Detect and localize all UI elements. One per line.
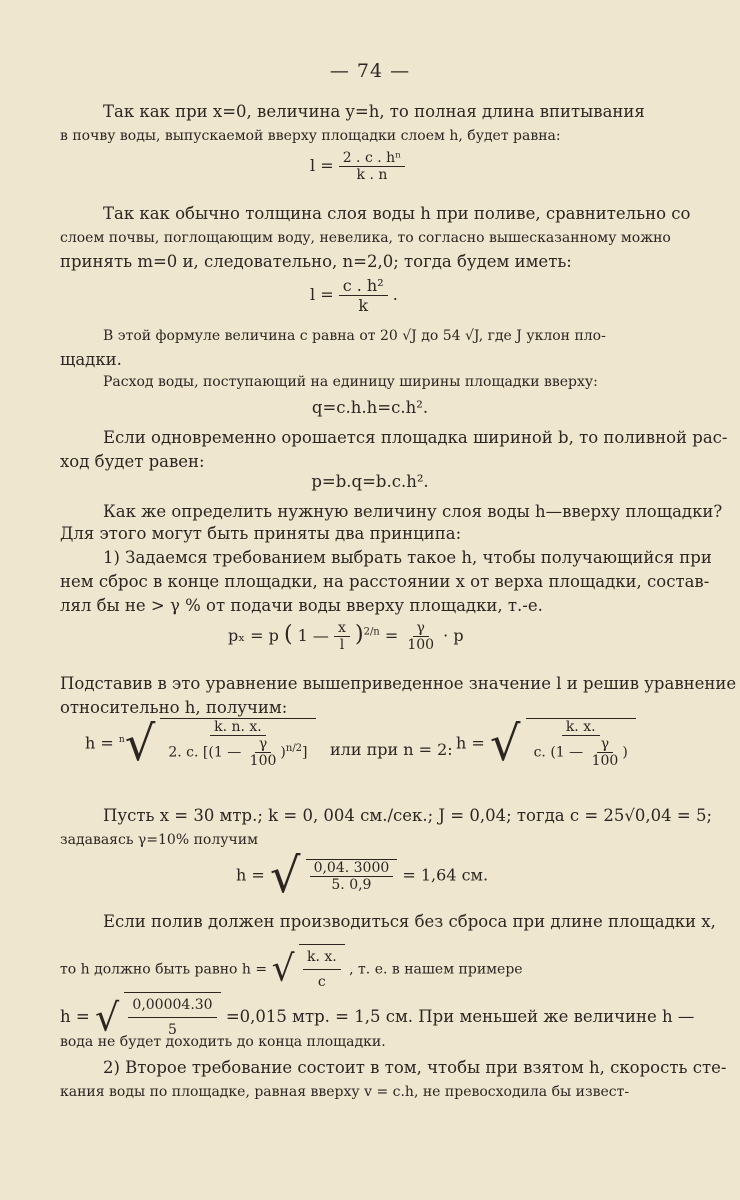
fraction	[164, 719, 311, 769]
fraction	[246, 736, 281, 769]
text-segment: то h должно быть равно h =	[60, 961, 268, 978]
denominator: l	[339, 637, 345, 653]
text-line: Для этого могут быть приняты два принципа:	[60, 524, 462, 543]
formula-part: 1 —	[555, 744, 584, 761]
fraction	[403, 620, 438, 653]
page-number: — 74 —	[329, 60, 411, 82]
fraction	[303, 945, 341, 994]
numerator: k. n. x.	[210, 719, 266, 736]
radical-sign: √	[94, 995, 120, 1040]
formula-lhs: h =	[236, 865, 265, 885]
numerator: k. x.	[562, 719, 600, 736]
formula-h-value	[236, 848, 489, 904]
formula-lhs: h =	[60, 1007, 90, 1026]
radicand	[526, 718, 636, 769]
denominator: k . n	[356, 167, 388, 183]
text-line	[60, 944, 680, 994]
text-segment: =0,015 мтр. = 1,5 см. При меньшей же величине h —	[225, 1007, 695, 1026]
formula-lhs: h =	[85, 733, 114, 753]
text-line: в почву воды, выпускаемой вверху площадки слоем h, будет равна:	[60, 128, 561, 144]
numerator: γ	[413, 620, 429, 637]
text-line: Как же определить нужную величину слоя воды h—вверху площадки?	[103, 502, 723, 521]
formula-end: .	[392, 285, 398, 304]
formula-condition: или при n = 2:	[330, 740, 453, 759]
text-line: лял бы не > γ % от подачи воды вверху площадки, т.-е.	[60, 596, 543, 615]
text-line: вода не будет доходить до конца площадки.	[60, 1034, 386, 1050]
formula-lhs: l =	[310, 285, 334, 304]
text-line: В этой формуле величина c равна от 20 √J до 54 √J, где J уклон пло-	[103, 328, 606, 344]
text-line: Так как при x=0, величина y=h, то полная длина впитывания	[103, 102, 645, 121]
text-line: Так как обычно толщина слоя воды h при поливе, сравнительно со	[103, 204, 691, 223]
formula-lhs: pₓ = p	[228, 626, 279, 645]
text-line: кания воды по площадке, равная вверху v = c.h, не превосходила бы извест-	[60, 1084, 630, 1100]
formula-h-general	[85, 716, 316, 772]
denominator: 100	[249, 753, 277, 769]
text-line: Расход воды, поступающий на единицу ширины площадки вверху:	[103, 374, 598, 390]
denominator: 5. 0,9	[331, 876, 372, 893]
text-line: Подставив в это уравнение вышеприведенное значение l и решив уравнение	[60, 674, 737, 693]
text-line: нем сброс в конце площадки, на расстоянии x от верха площадки, состав-	[60, 572, 710, 591]
formula-l-general	[310, 150, 405, 183]
text-line: задаваясь γ=10% получим	[60, 832, 258, 848]
formula-lhs: h =	[456, 733, 485, 753]
fraction	[310, 860, 394, 893]
formula-part: 1 —	[213, 744, 242, 761]
radical-sign: √	[489, 716, 521, 772]
equals: =	[384, 626, 399, 645]
radicand	[306, 859, 398, 893]
text-segment: , т. е. в нашем примере	[349, 961, 523, 978]
denominator: 100	[591, 753, 619, 769]
fraction	[530, 719, 632, 769]
denominator: c. (1 — $\frac{\gamma}{100}$ )	[533, 736, 628, 769]
formula-rhs: = 1,64 см.	[402, 865, 489, 885]
numerator: γ	[597, 736, 613, 753]
text-line: принять m=0 и, следовательно, n=2,0; тогда будем иметь:	[60, 252, 572, 271]
radical-sign: √	[124, 716, 156, 772]
radicand	[299, 944, 345, 994]
fraction	[339, 150, 406, 183]
denominator: 2. c. [(1 — $\frac{\gamma}{100}$ )$^{n/2}$]	[168, 736, 308, 769]
numerator: γ	[255, 736, 271, 753]
fraction	[334, 620, 350, 653]
denominator: k	[358, 296, 369, 315]
text-line: ход будет равен:	[60, 452, 205, 471]
fraction	[588, 736, 623, 769]
formula-lhs: l =	[310, 156, 334, 175]
text-line: относительно h, получим:	[60, 698, 288, 717]
text-line: Пусть x = 30 мтр.; k = 0, 004 см./сек.; J = 0,04; тогда c = 25√0,04 = 5;	[103, 806, 713, 825]
fraction	[339, 276, 388, 315]
formula-q: q=c.h.h=c.h².	[311, 398, 429, 417]
denominator: 5	[168, 1022, 177, 1038]
radical-sign: √	[271, 948, 295, 990]
paren-close: )	[354, 622, 364, 647]
paren-open: (	[283, 622, 293, 647]
formula-px	[228, 620, 464, 653]
denominator: c	[317, 974, 326, 990]
numerator: x	[334, 620, 350, 637]
text-line: 2) Второе требование состоит в том, чтобы при взятом h, скорость сте-	[103, 1058, 727, 1077]
radical-sign: √	[269, 848, 301, 904]
text-line: Если полив должен производиться без сброса при длине площадки x,	[103, 912, 716, 931]
numerator: k. x.	[303, 945, 341, 970]
root-index: n	[118, 735, 125, 746]
formula-l-special	[310, 276, 398, 315]
text-line: слоем почвы, поглощающим воду, невелика, то согласно вышесказанному можно	[60, 230, 671, 246]
radicand	[160, 718, 315, 769]
text-line: Если одновременно орошается площадка шириной b, то поливной рас-	[103, 428, 728, 447]
formula-part: 2. c.	[168, 744, 199, 761]
numerator: 2 . c . hⁿ	[339, 150, 406, 167]
numerator: 0,00004.30	[128, 993, 216, 1018]
formula-part: 1 —	[297, 626, 329, 645]
numerator: c . h²	[339, 276, 388, 296]
formula-h-n2	[456, 716, 636, 772]
exponent: n/2	[285, 742, 303, 754]
formula-part: c.	[533, 744, 546, 761]
numerator: 0,04. 3000	[310, 860, 394, 877]
text-line: щадки.	[60, 350, 122, 369]
text-line: 1) Задаемся требованием выбрать такое h, чтобы получающийся при	[103, 548, 712, 567]
exponent: 2/n	[363, 626, 380, 638]
formula-p: p=b.q=b.c.h².	[311, 472, 429, 491]
denominator: 100	[407, 637, 435, 653]
formula-end: · p	[443, 626, 464, 645]
